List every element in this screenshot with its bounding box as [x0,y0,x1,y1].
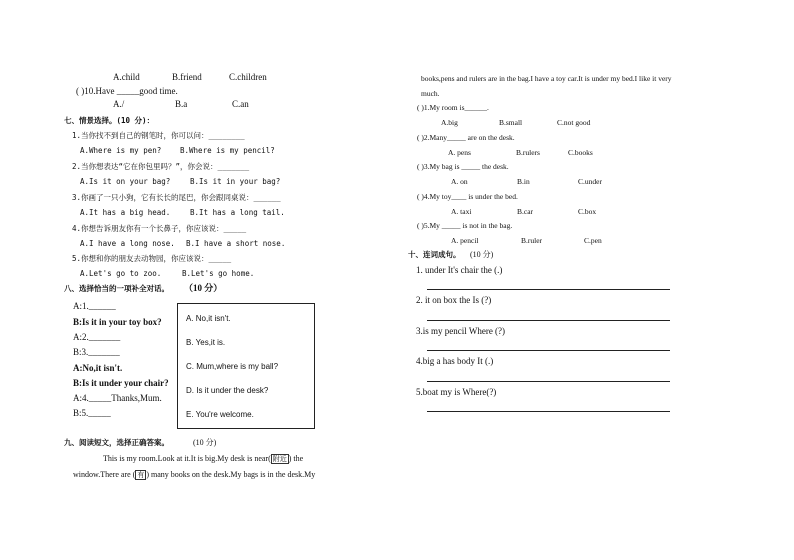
note-nearby: 附近 [272,455,287,463]
section-8-score: （10 分） [184,283,223,293]
sec7-q1: 1.当你找不到自己的钢笔时，你可以问：________ [72,131,245,140]
reading-q1-c: C.not good [557,118,591,127]
reading-q3-b: B.in [517,177,530,186]
sec7-q3-a: A.It has a big head. [80,208,171,217]
dialog-line-8: B:5._____ [73,408,111,418]
sec7-q2-a: A.Is it on your bag? [80,177,171,186]
reading-q4-c: C.box [578,207,597,216]
dialog-line-2: B:Is it in your toy box? [73,317,162,327]
q10-option-a: A./ [113,99,125,109]
section-7-title: 七、情景选择。(10 分)： [64,116,155,125]
answer-line-1[interactable] [427,289,670,290]
reading-q1-b: B.small [499,118,523,127]
option-e: E. You're welcome. [186,410,254,419]
reading-q2-a: A. pens [448,148,471,157]
reading-q2-c: C.books [568,148,593,157]
section-10-score: (10 分) [470,250,494,259]
option-d: D. Is it under the desk? [186,386,269,395]
reorder-1: 1. under It's chair the (.) [416,265,503,275]
sec7-q3: 3.你画了一只小狗，它有长长的尾巴，你会跟同桌说：______ [72,193,281,202]
sec7-q2: 2.当你想表达“它在你包里吗？”，你会说：_______ [72,162,250,171]
reading-q2-b: B.rulers [516,148,540,157]
option-c: C. Mum,where is my ball? [186,362,279,371]
reading-q4-a: A. taxi [451,207,472,216]
reorder-4: 4.big a has body It (.) [416,356,494,366]
reorder-2: 2. it on box the Is (?) [416,295,492,305]
passage-text-2a: window.There are ( [73,470,136,479]
sec7-q5-a: A.Let's go to zoo. [80,269,162,278]
dialog-line-3: A:2._______ [73,332,121,342]
dialog-line-6: B:Is it under your chair? [73,378,169,388]
sec7-q4: 4.你想告诉朋友你有一个长鼻子，你应该说：_____ [72,224,247,233]
answer-line-4[interactable] [427,381,670,382]
reading-q1-a: A.big [441,118,458,127]
q10-option-b: B.a [175,99,188,109]
dialog-line-1: A:1.______ [73,301,116,311]
dialog-line-4: B:3._______ [73,347,120,357]
q9-option-a: A.child [113,72,140,82]
passage-line-3: books,pens and rulers are in the bag.I have a toy car.It is under my bed.I like it very [421,74,672,83]
reading-q4: ( )4.My toy____ is under the bed. [417,192,518,201]
note-have: 有 [137,471,145,479]
q10-option-c: C.an [232,99,249,109]
dialog-line-7: A:4._____Thanks,Mum. [73,393,162,403]
passage-line-1 [103,455,303,463]
passage-line-2 [73,471,315,479]
sec7-q4-a: A.I have a long nose. [80,239,175,248]
passage-text-1b: ) the [288,454,304,463]
sec7-q3-b: B.It has a long tail. [190,208,285,217]
section-10-title: 十、连词成句。 [408,250,461,259]
reading-q4-b: B.car [517,207,534,216]
sec7-q1-b: B.Where is my pencil? [180,146,275,155]
reading-q3-a: A. on [451,177,468,186]
reading-q1: ( )1.My room is______. [417,103,489,112]
q10-stem: ( )10.Have _____good time. [76,86,178,96]
section-9-score: (10 分) [193,438,217,447]
reorder-3: 3.is my pencil Where (?) [416,326,506,336]
reading-q2: ( )2.Many_____ are on the desk. [417,133,515,142]
reading-q5: ( )5.My _____ is not in the bag. [417,221,513,230]
sec7-q5-b: B.Let's go home. [182,269,255,278]
q9-option-c: C.children [229,72,267,82]
section-8-title: 八、选择恰当的一项补全对话。 [64,284,169,293]
reading-q5-a: A. pencil [451,236,479,245]
answer-line-5[interactable] [427,411,670,412]
sec7-q4-b: B.I have a short nose. [186,239,286,248]
reading-q5-c: C.pen [584,236,602,245]
reorder-5: 5.boat my is Where(?) [416,387,497,397]
option-b: B. Yes,it is. [186,338,226,347]
passage-text-2b: ) many books on the desk.My bags is in the desk.My [146,470,316,479]
reading-q3: ( )3.My bag is _____ the desk. [417,162,509,171]
reading-q3-c: C.under [578,177,602,186]
passage-line-4: much. [421,89,440,98]
reading-q5-b: B.ruler [521,236,543,245]
option-a: A. No,it isn't. [186,314,231,323]
passage-text-1a: This is my room.Look at it.It is big.My desk is near( [103,454,271,463]
answer-line-2[interactable] [427,320,670,321]
sec7-q1-a: A.Where is my pen? [80,146,162,155]
section-9-title: 九、阅读短文，选择正确答案。 [64,438,169,447]
sec7-q2-b: B.Is it in your bag? [190,177,281,186]
q9-option-b: B.friend [172,72,202,82]
answer-line-3[interactable] [427,350,670,351]
dialog-line-5: A:No,it isn't. [73,363,123,373]
sec7-q5: 5.你想和你的朋友去动物园，你应该说：_____ [72,254,232,263]
